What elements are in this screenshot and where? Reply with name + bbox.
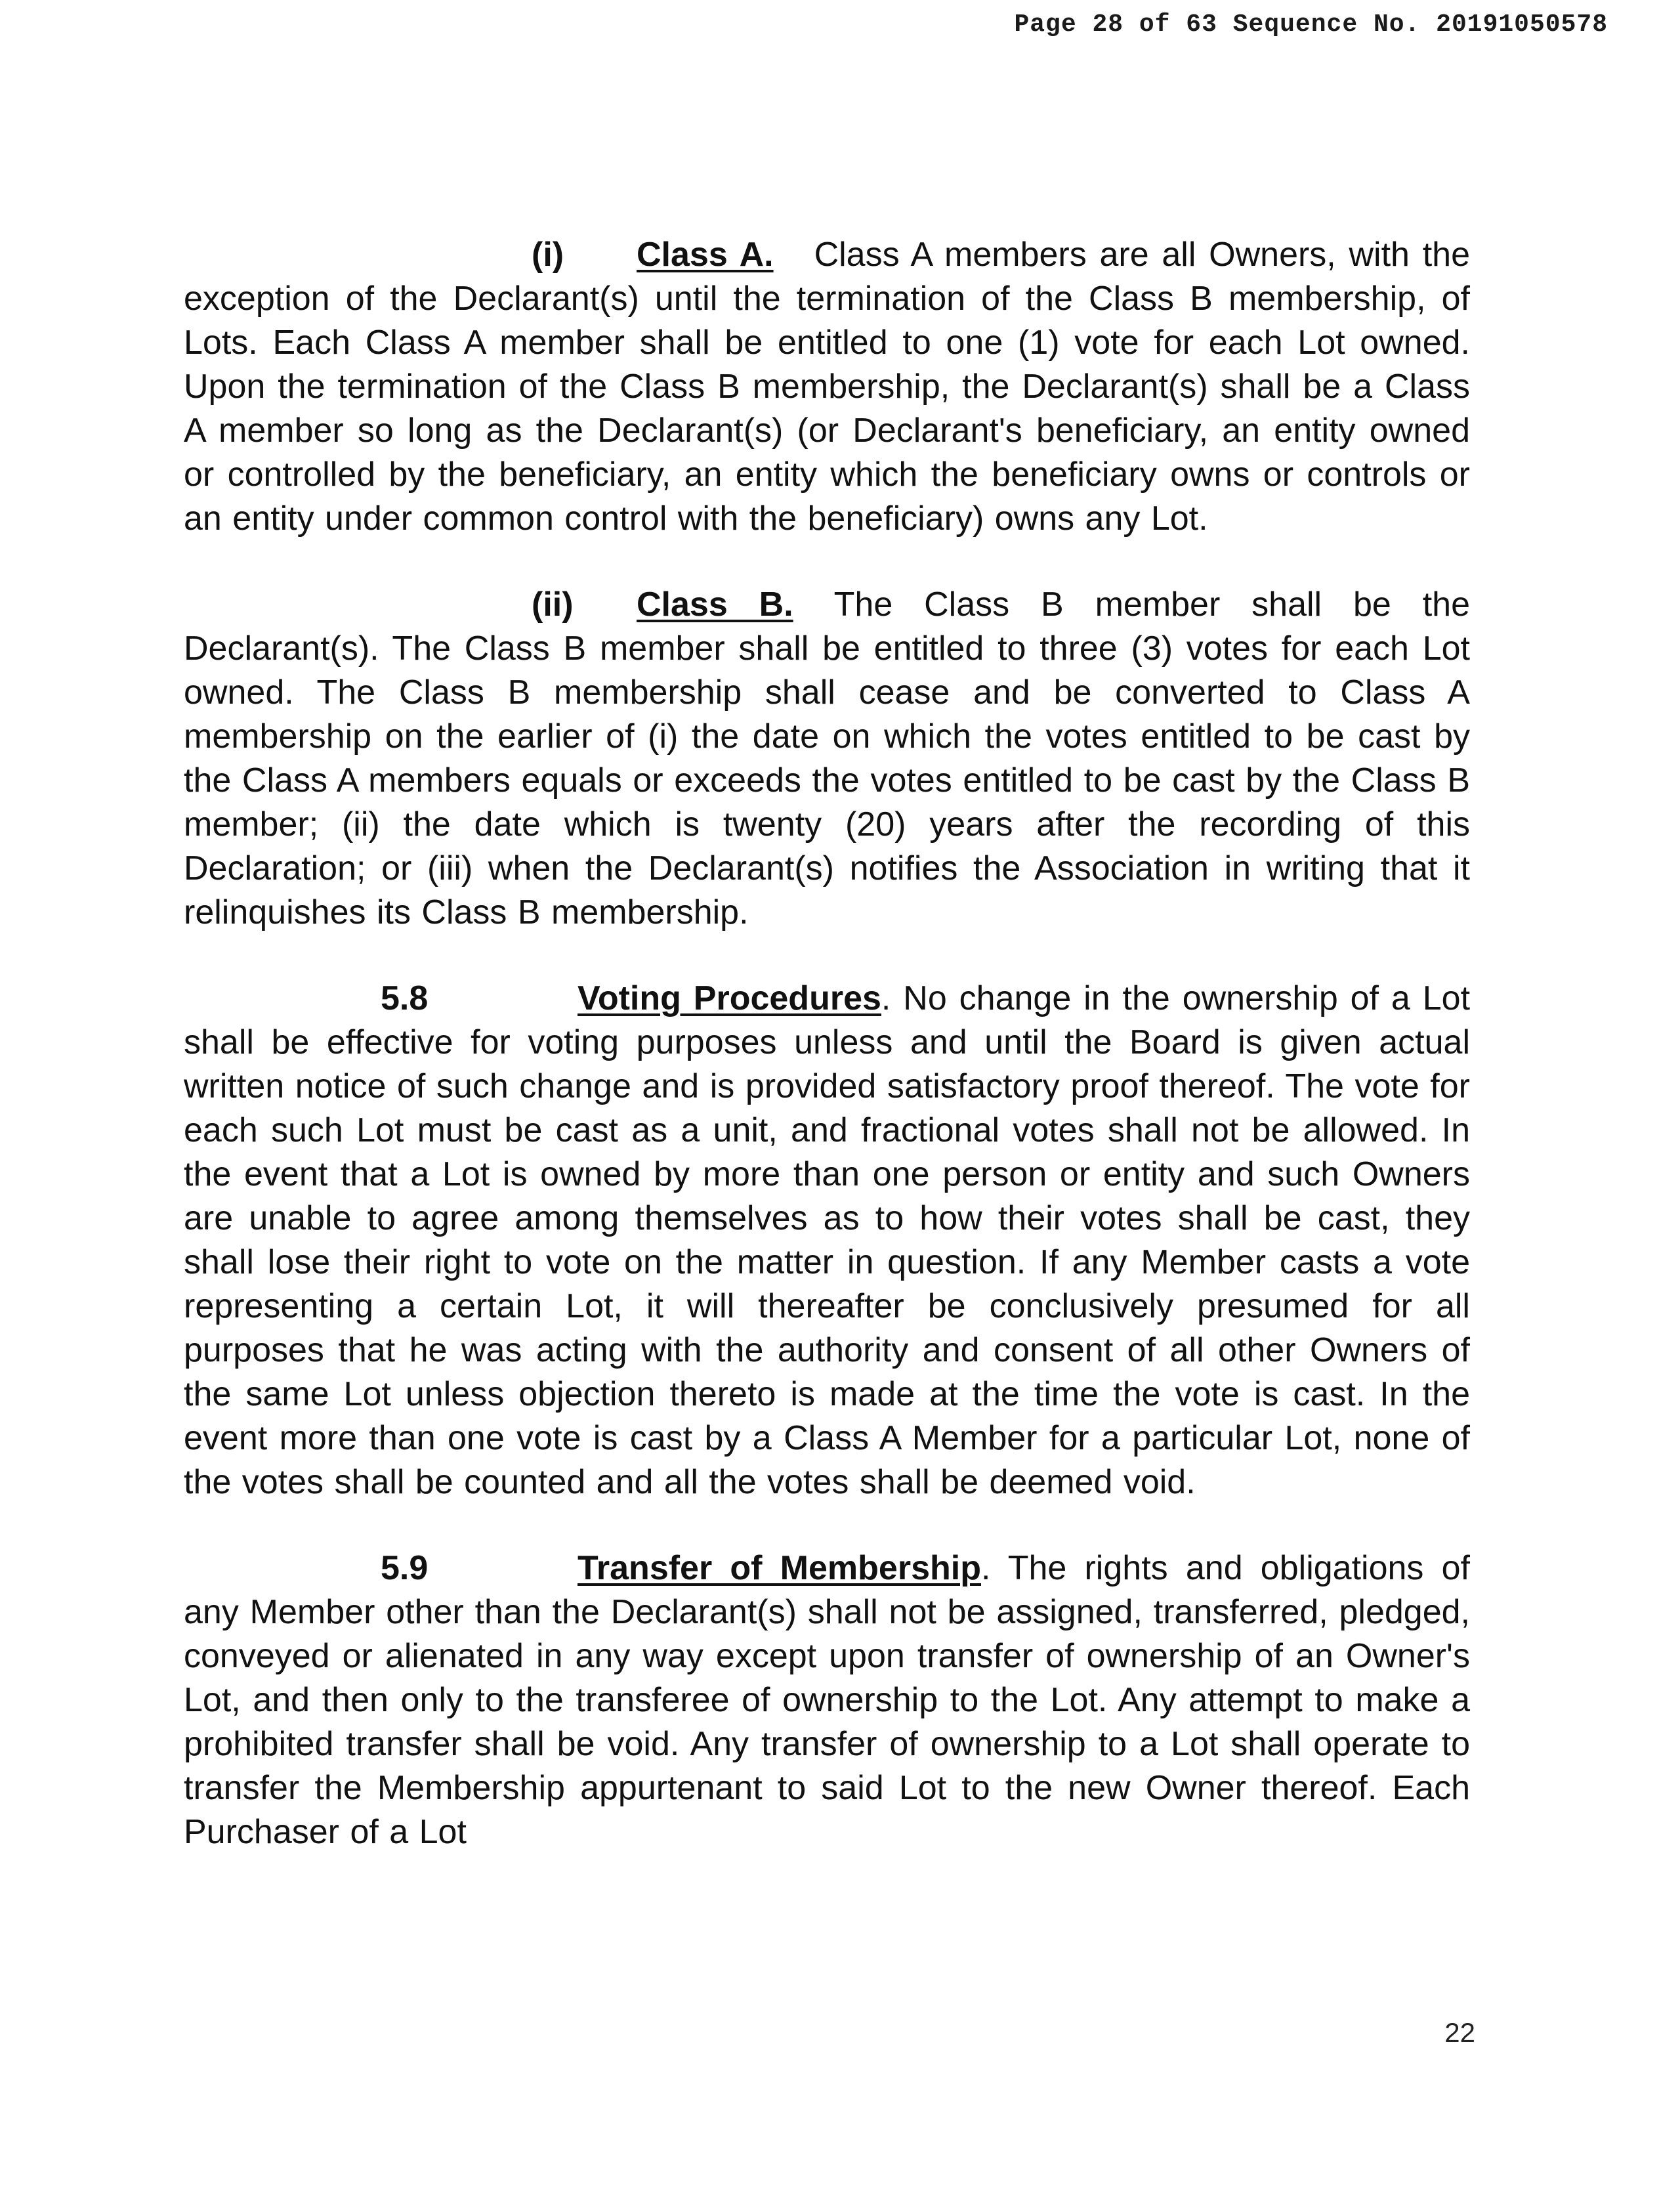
paragraph-text: The Class B member shall be the Declarant(s). The Class B member shall be entitled to three (3) votes for each Lot owned. The Class B membership shall cease and be converted to Class A membership on the earlier of (i) the date on which the votes entitled to be cast by the Class A members equals or exceeds the votes entitled to be cast by the Class B member; (ii) the date which is twenty (20) years after the recording of this Declaration; or (iii) when the Declarant(s) notifies the Association in writing that it relinquishes its Class B membership. xyxy=(184,586,1470,931)
paragraph-text: Class A members are all Owners, with the exception of the Declarant(s) until the termination of the Class B membership, of Lots. Each Class A member shall be entitled to one (1) vote for each Lot owned. Upon the termination of the Class B membership, the Declarant(s) shall be a Class A member so long as the Declarant(s) (or Declarant's beneficiary, an entity owned or controlled by the beneficiary, an entity which the beneficiary owns or controls or an entity under common control with the beneficiary) owns any Lot. xyxy=(184,236,1470,538)
section-number: 5.8 xyxy=(381,979,429,1017)
paragraph-transfer-of-membership xyxy=(184,1546,1470,1854)
subsection-number: (ii) xyxy=(532,586,574,624)
section-number: 5.9 xyxy=(381,1549,429,1587)
subsection-heading: Class B. xyxy=(637,586,793,624)
document-body xyxy=(184,233,1470,1896)
section-heading: Voting Procedures xyxy=(578,979,881,1017)
subsection-number: (i) xyxy=(532,236,564,274)
page-sequence-stamp: Page 28 of 63 Sequence No. 20191050578 xyxy=(1014,11,1608,39)
paragraph-class-b xyxy=(184,583,1470,935)
page-number: 22 xyxy=(1444,2017,1475,2048)
subsection-heading: Class A. xyxy=(637,236,774,274)
paragraph-text: . No change in the ownership of a Lot shall be effective for voting purposes unless and until the Board is given actual written notice of such change and is provided satisfactory proof thereof. The vote for each such Lot must be cast as a unit, and fractional votes shall not be allowed. In the event that a Lot is owned by more than one person or entity and such Owners are unable to agree among themselves as to how their votes shall be cast, they shall lose their right to vote on the matter in question. If any Member casts a vote representing a certain Lot, it will thereafter be conclusively presumed for all purposes that he was acting with the authority and consent of all other Owners of the same Lot unless objection thereto is made at the time the vote is cast. In the event more than one vote is cast by a Class A Member for a particular Lot, none of the votes shall be counted and all the votes shall be deemed void. xyxy=(184,979,1471,1501)
section-heading: Transfer of Membership xyxy=(578,1549,981,1587)
paragraph-voting-procedures xyxy=(184,977,1470,1504)
paragraph-text: . The rights and obligations of any Member other than the Declarant(s) shall not be assigned, transferred, pledged, conveyed or alienated in any way except upon transfer of ownership of an Owner's Lot, and then only to the transferee of ownership to the Lot. Any attempt to make a prohibited transfer shall be void. Any transfer of ownership to a Lot shall operate to transfer the Membership appurtenant to said Lot to the new Owner thereof. Each Purchaser of a Lot xyxy=(184,1549,1471,1851)
paragraph-class-a xyxy=(184,233,1470,541)
